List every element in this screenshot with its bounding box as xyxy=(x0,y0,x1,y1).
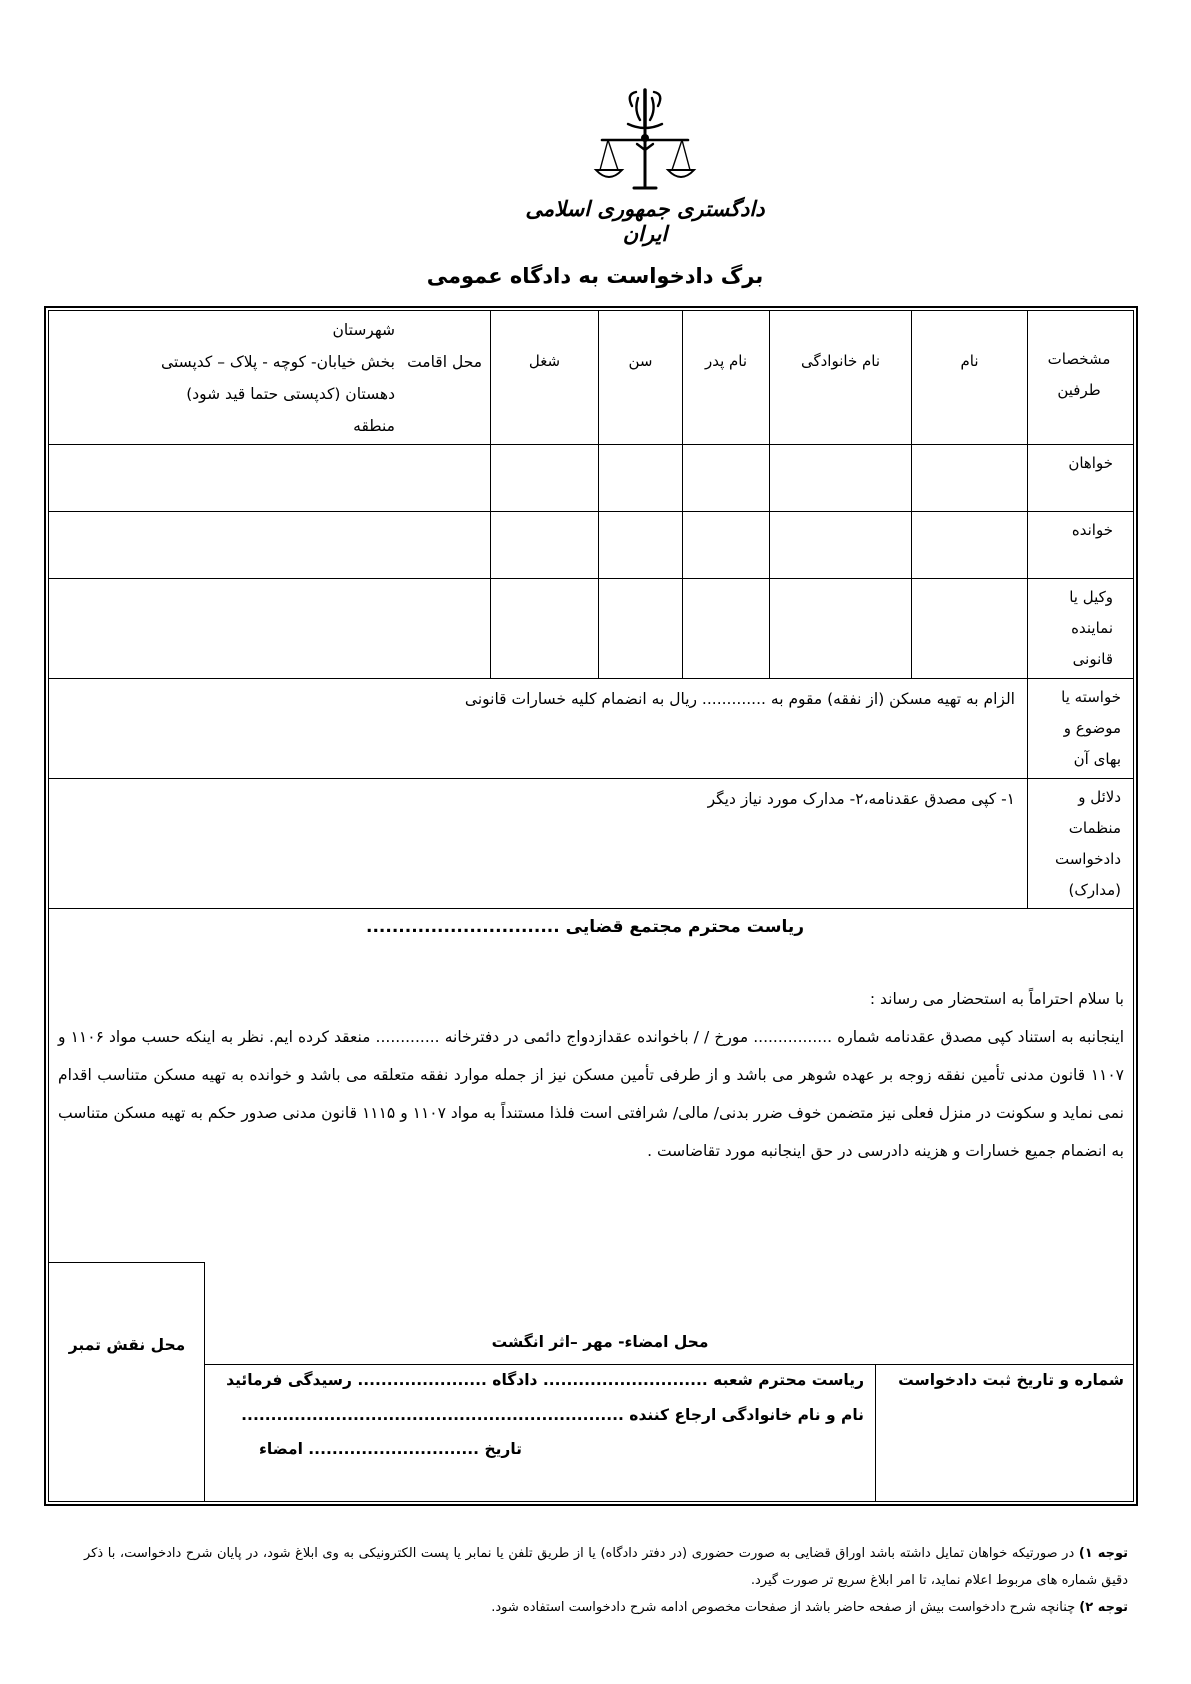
signature-area-label: محل امضاء- مهر –اثر انگشت xyxy=(491,1333,709,1351)
column-family-name: نام خانوادگی xyxy=(800,352,881,370)
letter-paragraph: اینجانبه به استناد کپی مصدق عقدنامه شماره ................ مورخ / / باخوانده عقدازدواج دائمی در دفترخانه ............. منعقد کرده ایم. نظر به اینکه حسب مواد ۱۱۰۶ و ۱۱۰۷ قانون مدنی تأمین نفقه زوجه بر عهده شوهر می باشد و از طرفی تأمین مسکن نیز از جمله موارد نفقه متعلقه می باشد و خوانده به تهیه مسکن متناسب اقدام نمی نماید و سکونت در منزل فعلی نیز متضمن خوف ضرر بدنی/ مالی/ شرافتی است فلذا مستنداً به مواد ۱۱۰۷ و ۱۱۱۵ قانون مدنی صدور حکم به تهیه مسکن متناسب به انضمام جمیع خسارات و هزینه دادرسی در حق اینجانبه مورد تقاضاست . xyxy=(58,1028,1124,1160)
residence-detail: شهرستان xyxy=(332,321,395,339)
note-1-text: در صورتیکه خواهان تمایل داشته باشد اوراق قضایی به صورت حضوری (در دفتر دادگاه) یا از طریق تلفن یا نمابر یا پست الکترونیکی به وی ابلاغ شود، در پایان شرح دادخواست، با ذکر دقیق شماره های مربوط اعلام نماید، تا امر ابلاغ سریع تر صورت گیرد. xyxy=(84,1546,1128,1588)
row-lawyer-label: وکیل یا نماینده قانونی xyxy=(1069,588,1113,668)
form-inner-border xyxy=(48,310,1134,1502)
evidence-text: ۱- کپی مصدق عقدنامه،۲- مدارک مورد نیاز دیگر xyxy=(707,790,1015,808)
registration-label: شماره و تاریخ ثبت دادخواست xyxy=(898,1371,1124,1389)
referrer-line: نام و نام خانوادگی ارجاع کننده ................................................................. xyxy=(241,1406,864,1424)
notes xyxy=(84,1540,1128,1621)
column-name: نام xyxy=(960,352,979,370)
judiciary-emblem-icon xyxy=(590,88,700,200)
form-title: برگ دادخواست به دادگاه عمومی xyxy=(426,264,764,288)
letter-body xyxy=(58,980,1124,1170)
grid-line xyxy=(49,511,1133,512)
grid-line xyxy=(49,444,1133,445)
residence-detail: منطقه xyxy=(353,417,395,435)
grid-line xyxy=(1027,311,1028,908)
note-2-text: چنانچه شرح دادخواست بیش از صفحه حاضر باشد از صفحات مخصوص ادامه شرح دادخواست استفاده شود. xyxy=(491,1600,1076,1615)
grid-line xyxy=(875,1364,876,1501)
claim-label: خواسته یا موضوع و بهای آن xyxy=(1061,688,1121,768)
grid-line xyxy=(204,1364,1133,1365)
evidence-label: دلائل و منظمات دادخواست (مدارک) xyxy=(1054,788,1121,899)
date-signature-line: تاریخ ............................. امضاء xyxy=(258,1440,522,1458)
grid-line xyxy=(49,678,1133,679)
note-1 xyxy=(84,1540,1128,1594)
row-defendant-label: خوانده xyxy=(1071,521,1113,539)
grid-line xyxy=(204,1262,205,1501)
grid-line xyxy=(49,578,1133,579)
parties-corner-label: مشخصات طرفین xyxy=(1047,350,1111,399)
row-plaintiff-label: خواهان xyxy=(1068,454,1113,472)
grid-line xyxy=(49,778,1133,779)
column-residence: محل اقامت xyxy=(407,353,482,371)
letter-heading: ریاست محترم مجتمع قضایی .............................. xyxy=(365,917,804,937)
grid-line xyxy=(49,908,1133,909)
letter-greeting: با سلام احتراماً به استحضار می رساند : xyxy=(869,990,1124,1008)
residence-detail: بخش خیابان- کوچه - پلاک – کدپستی xyxy=(161,353,395,371)
residence-detail: دهستان (کدپستی حتما قید شود) xyxy=(186,385,395,403)
stamp-area-label: محل نقش تمبر xyxy=(68,1336,186,1354)
column-occupation: شغل xyxy=(528,352,561,370)
organization-name: دادگستری جمهوری اسلامی ایران xyxy=(525,196,765,246)
note-2-label: توجه ۲) xyxy=(1079,1600,1128,1615)
claim-text: الزام به تهیه مسکن (از نفقه) مقوم به ............. ریال به انضمام کلیه خسارات قانونی xyxy=(464,690,1015,708)
column-father-name: نام پدر xyxy=(704,352,748,370)
column-age: سن xyxy=(628,352,653,370)
note-2 xyxy=(84,1594,1128,1621)
referral-line: ریاست محترم شعبه ............................ دادگاه ...................... رسیدگی فرمائید xyxy=(226,1371,864,1389)
grid-line xyxy=(49,1262,204,1263)
note-1-label: توجه ۱) xyxy=(1078,1546,1129,1561)
